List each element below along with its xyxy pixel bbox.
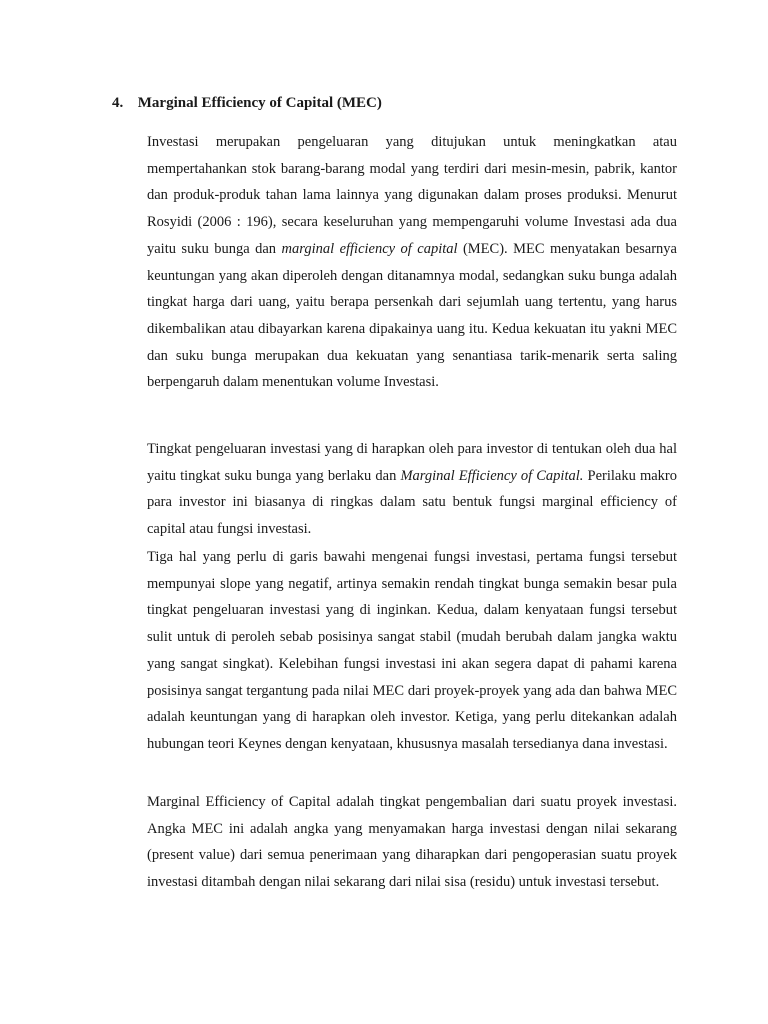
paragraph-tiga-hal: Tiga hal yang perlu di garis bawahi mengenai fungsi investasi, pertama fungsi tersebut mempunyai slope yang negatif, artinya semakin rendah tingkat bunga semakin besar pula tingkat pengeluaran investasi yang di inginkan. Kedua, dalam kenyataan fungsi tersebut sulit untuk di peroleh sebab posisinya sangat stabil (mudah berubah dalam jangka waktu yang sangat singkat). Kelebihan fungsi investasi ini akan segera dapat di pahami karena posisinya sangat tergantung pada nilai MEC dari proyek-proyek yang ada dan bahwa MEC adalah keuntungan yang di harapkan oleh investor. Ketiga, yang perlu ditekankan adalah hubungan teori Keynes dengan kenyataan, khususnya masalah tersedianya dana investasi. [147,549,677,752]
section-title: Marginal Efficiency of Capital (MEC) [137,95,382,111]
paragraph-italic-term: Marginal Efficiency of Capital. [400,467,584,484]
paragraph-tingkat-pengeluaran [147,436,677,543]
paragraph-text: Investasi merupakan pengeluaran yang ditujukan untuk meningkatkan atau mempertahankan stok barang-barang modal yang terdiri dari mesin-mesin, pabrik, kantor dan produk-produk tahan lama lainnya yang digunakan dalam proses produksi. Menurut Rosyidi (2006 : 196), secara keseluruhan yang mempengaruhi volume Investasi ada dua yaitu suku bunga dan [147,134,677,257]
paragraph-italic-term: marginal efficiency of capital [281,240,458,257]
paragraph-text: (MEC). MEC menyatakan besarnya keuntungan yang akan diperoleh dengan ditanamnya modal, sedangkan suku bunga adalah tingkat harga dari uang, yaitu berapa persenkah dari sejumlah uang tertentu, yang harus dikembalikan atau dibayarkan karena dipakainya uang itu. Kedua kekuatan itu yakni MEC dan suku bunga merupakan dua kekuatan yang senantiasa tarik-menarik serta saling berpengaruh dalam menentukan volume Investasi. [147,240,677,391]
section-number: 4. [112,95,124,111]
paragraph-text: Tingkat pengeluaran investasi yang di harapkan oleh para investor di tentukan oleh dua hal yaitu tingkat suku bunga yang berlaku dan [147,441,677,484]
section-heading [112,92,382,114]
paragraph-mec-definition: Marginal Efficiency of Capital adalah tingkat pengembalian dari suatu proyek investasi. Angka MEC ini adalah angka yang menyamakan harga investasi dengan nilai sekarang (present value) dari semua penerimaan yang diharapkan dari pengoperasian suatu proyek investasi ditambah dengan nilai sekarang dari nilai sisa (residu) untuk investasi tersebut. [147,794,677,891]
paragraph-text: Perilaku makro para investor ini biasanya di ringkas dalam satu bentuk fungsi marginal efficiency of capital atau fungsi investasi. [147,467,677,538]
paragraph-investasi [147,129,677,396]
